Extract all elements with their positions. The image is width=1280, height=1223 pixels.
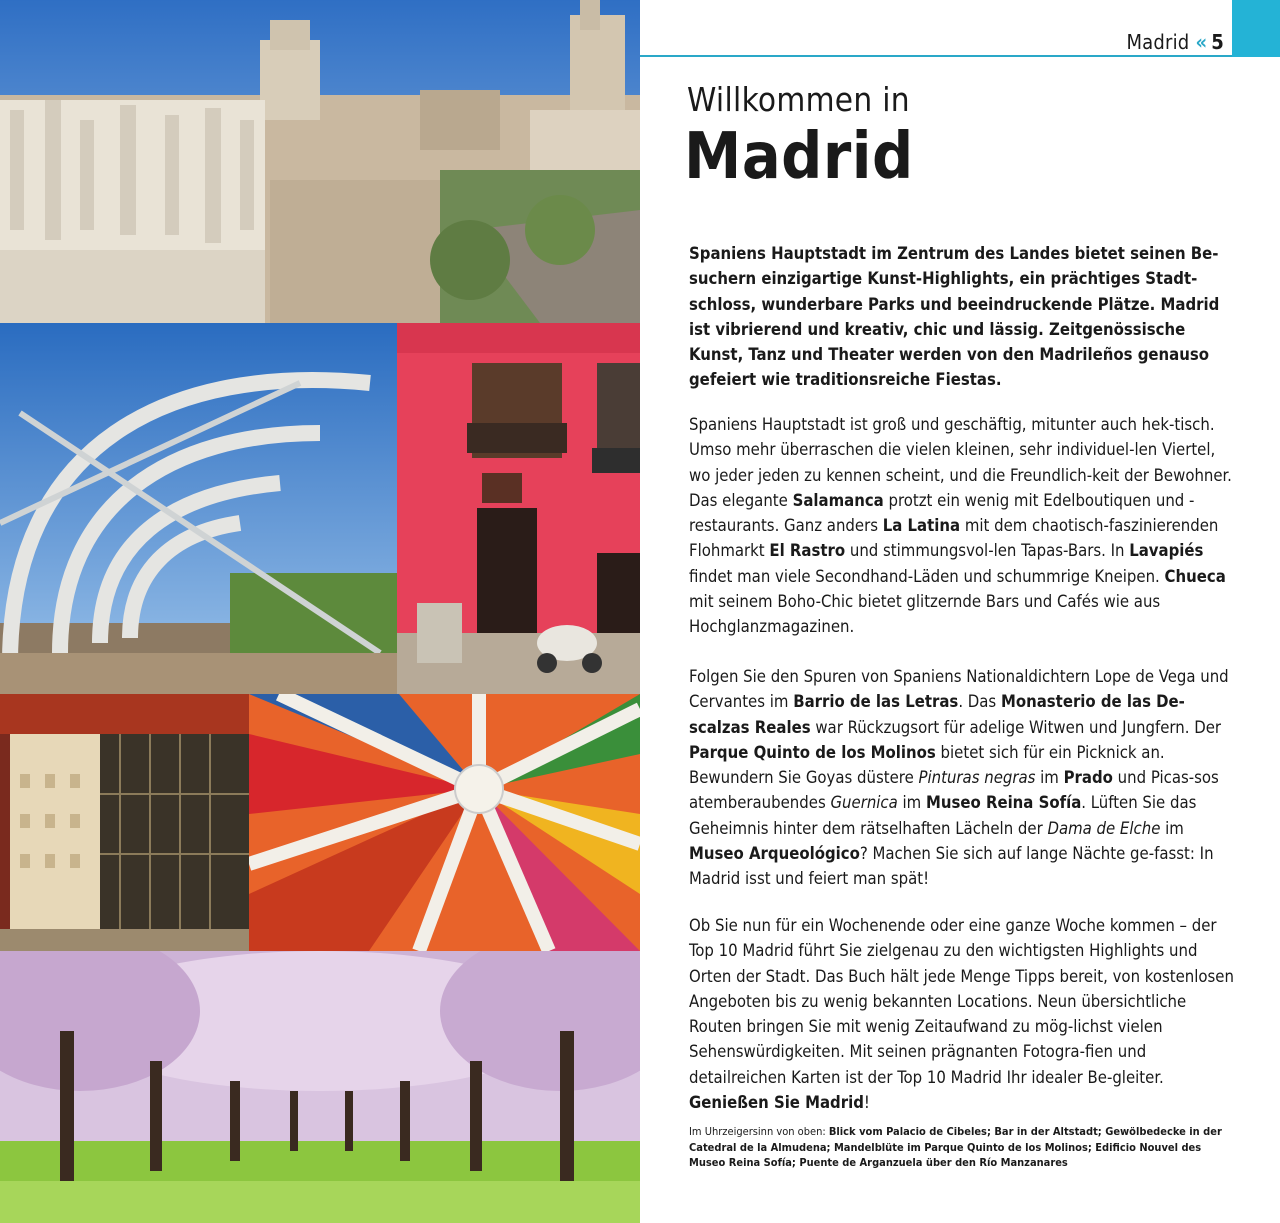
highlight-barrio-de-las-letras: Barrio de las Letras — [793, 692, 959, 712]
chevron-left-icon: « — [1195, 30, 1208, 54]
highlight-la-latina: La Latina — [882, 516, 961, 536]
highlight-chueca: Chueca — [1164, 566, 1226, 586]
highlight-el-rastro: El Rastro — [769, 541, 846, 561]
photo-bridge-arches — [0, 323, 397, 694]
paragraph-2: Folgen Sie den Spuren von Spaniens Nationaldichtern Lope de Vega und Cervantes im Barrio de las Letras. Das Monasterio de las De-scalzas Reales war Rückzugsort für adelige Witwen und Jungfern. Der Parque Quinto de los Molinos bietet sich für ein Picknick an. Bewundern Sie Goyas düstere Pinturas negras im Prado und Picas-sos atemberaubendes Guernica im Museo Reina Sofía. Lüften Sie das Geheimnis hinter dem rätselhaften Lächeln der Dama de Elche im Museo Arqueológico? Machen Sie sich auf lange Nächte ge-fasst: In Madrid isst und feiert man spät! — [689, 667, 1229, 889]
photo-city-view — [0, 0, 640, 323]
header-rule — [640, 55, 1232, 57]
lead-text: Spaniens Hauptstadt im Zentrum des Landes bietet seinen Be-suchern einzigartige Kunst-Highlights, ein prächtiges Stadt-schloss, wunderbare Parks und beeindruckende Plätze. Madrid ist vibrierend und kreativ, chic und lässig. Zeitgenössische Kunst, Tanz und Theater werden von den Madrileños genauso gefeiert wie traditionsreiche Fiestas. — [689, 244, 1220, 390]
highlight-reina-sofia: Museo Reina Sofía — [925, 793, 1082, 813]
lead-paragraph — [689, 241, 1234, 393]
caption-prefix: Im Uhrzeigersinn von oben: — [689, 1125, 829, 1138]
page-number: 5 — [1211, 30, 1224, 54]
caption-text: Blick vom Palacio de Cibeles; Bar in der Altstadt; Gewölbedecke in der Catedral de la Almudena; Mandelblüte im Parque Quinto de los Molinos; Edificio Nouvel des Museo Reina Sofía; Puente de Arganzuela über den Río Manzanares — [689, 1125, 1222, 1170]
photo-edificio-nouvel — [0, 694, 249, 951]
photo-almond-blossom — [0, 951, 640, 1223]
italic-guernica: Guernica — [830, 793, 898, 813]
highlight-salamanca: Salamanca — [792, 490, 884, 510]
highlight-lavapies: Lavapiés — [1129, 541, 1204, 561]
section-name: Madrid — [1126, 30, 1190, 54]
text-page — [640, 0, 1280, 1223]
highlight-prado: Prado — [1063, 768, 1113, 788]
paragraph-1: Spaniens Hauptstadt ist groß und geschäftig, mitunter auch hek-tisch. Umso mehr überraschen die vielen kleinen, sehr individuel-len Viertel, wo jeder jeden zu kennen scheint, und die Freundlich-keit der Bewohner. Das elegante Salamanca protzt ein wenig mit Edelboutiquen und -restaurants. Ganz anders La Latina mit dem chaotisch-faszinierenden Flohmarkt El Rastro und stimmungsvol-len Tapas-Bars. In Lavapiés findet man viele Secondhand-Läden und schummrige Kneipen. Chueca mit seinem Boho-Chic bietet glitzernde Bars und Cafés wie aus Hochglanzmagazinen. — [689, 415, 1232, 637]
page-title: Madrid — [684, 120, 914, 194]
italic-dama-de-elche: Dama de Elche — [1047, 818, 1161, 838]
highlight-museo-arqueologico: Museo Arqueológico — [689, 844, 860, 864]
highlight-monasterio: Monasterio de las De-scalzas Reales — [689, 692, 1185, 737]
title-line-1: Willkommen in — [687, 80, 910, 119]
italic-pinturas-negras: Pinturas negras — [918, 768, 1036, 788]
paragraph-3: Ob Sie nun für ein Wochenende oder eine ganze Woche kommen – der Top 10 Madrid führt Sie zielgenau zu den wichtigsten Highlights und Orten der Stadt. Das Buch hält jede Menge Tipps bereit, von kostenlosen Angeboten bis zu wenig bekannten Locations. Neun übersichtliche Routen bringen Sie mit wenig Zeitaufwand zu mög-lichst vielen Sehenswürdigkeiten. Mit seinen prägnanten Fotogra-fien und detailreichen Karten ist der Top 10 Madrid Ihr idealer Be-gleiter. Genießen Sie Madrid! — [689, 916, 1234, 1113]
page-tab — [1232, 0, 1280, 57]
photo-old-town-bar — [397, 323, 640, 694]
highlight-parque-quinto: Parque Quinto de los Molinos — [689, 742, 936, 762]
photo-caption — [689, 1124, 1234, 1171]
photo-cathedral-ceiling — [249, 694, 640, 951]
highlight-geniessen: Genießen Sie Madrid — [689, 1093, 864, 1113]
running-head — [1126, 30, 1224, 54]
